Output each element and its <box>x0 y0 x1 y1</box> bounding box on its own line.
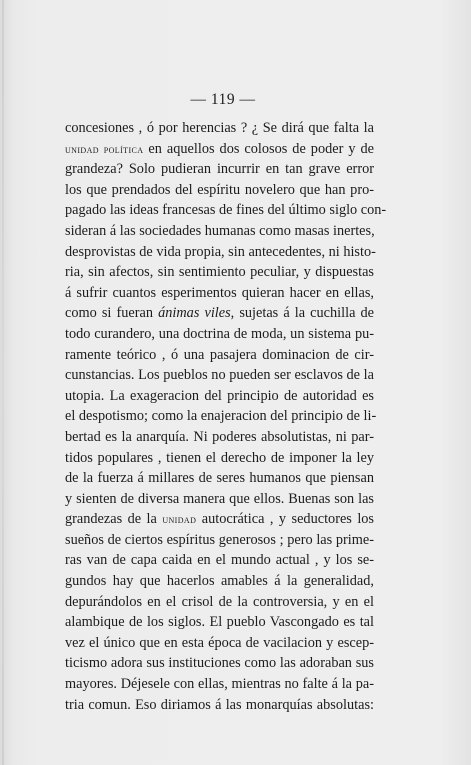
text-line <box>65 303 374 324</box>
text-segment: los que prendados del espíritu novelero que han pro- <box>65 181 374 198</box>
text-segment: ras van de capa caida en el mundo actual , y los se- <box>65 552 374 569</box>
text-segment: de la fuerza á millares de seres humanos que piensan <box>65 470 374 487</box>
text-line <box>65 633 374 654</box>
text-line <box>65 653 374 674</box>
italic-phrase: ánimas viles <box>158 305 231 322</box>
text-segment: grandeza? Solo pudieran incurrir en tan grave error <box>65 161 374 178</box>
text-line <box>65 242 374 263</box>
text-line <box>65 695 374 716</box>
text-segment: como si fueran <box>65 305 159 322</box>
text-line <box>65 674 374 695</box>
text-segment: desprovistas de vida propia, sin antecedentes, ni histo- <box>65 243 376 260</box>
text-segment: cunstancias. Los pueblos no pueden ser esclavos de la <box>65 367 374 384</box>
text-segment: mayores. Déjesele con ellas, mientras no falte á la pa- <box>65 676 374 693</box>
text-segment: y sienten de diversa manera que ellos. Buenas son las <box>65 490 374 507</box>
text-line <box>65 448 374 469</box>
text-line <box>65 509 374 530</box>
text-segment: concesiones , ó por herencias ? ¿ Se dirá que falta la <box>65 120 374 136</box>
text-segment: depurándolos en el crisol de la controversia, y en el <box>65 593 374 610</box>
text-segment: á sufrir cuantos esperimentos quieran hacer en ellas, <box>65 284 374 301</box>
small-caps-phrase: unidad política <box>65 141 144 156</box>
text-line <box>65 118 374 139</box>
text-line <box>65 262 374 283</box>
text-line <box>65 386 374 407</box>
body-text <box>65 118 387 715</box>
text-segment: tidos populares , tienen el derecho de imponer la ley <box>65 449 374 466</box>
text-line <box>65 427 374 448</box>
text-segment: , sujetas á la cuchilla de <box>230 305 374 322</box>
text-line <box>65 365 374 386</box>
text-segment: todo curandero, una doctrina de moda, un sistema pu- <box>65 325 374 342</box>
text-segment: alambique de los siglos. El pueblo Vascongado es tal <box>65 614 374 631</box>
text-line <box>65 571 374 592</box>
text-line <box>65 159 374 180</box>
text-segment: sideran á las sociedades humanas como masas inertes, <box>65 222 375 239</box>
text-segment: grandezas de la <box>65 511 163 528</box>
page-gutter <box>2 0 4 765</box>
text-line <box>65 139 374 160</box>
text-line <box>65 324 374 345</box>
text-segment: el despotismo; como la enajeracion del principio de li- <box>65 408 377 425</box>
text-segment: pagado las ideas francesas de fines del último siglo con- <box>65 202 387 219</box>
text-segment: sueños de ciertos espíritus generosos ; pero las prime- <box>65 531 374 548</box>
small-caps-phrase: unidad <box>162 512 197 527</box>
text-segment: utopia. La exageracion del principio de autoridad es <box>65 387 374 404</box>
text-segment: autocrática , y seductores los <box>196 511 374 528</box>
page-number: — 119 — <box>190 91 256 108</box>
text-line <box>65 468 374 489</box>
text-segment: ria, sin afectos, sin sentimiento peculiar, y dispuestas <box>65 264 374 281</box>
text-segment: ramente teórico , ó una pasajera dominacion de cir- <box>65 346 374 363</box>
text-line <box>65 592 374 613</box>
text-segment: en aquellos dos colosos de poder y de <box>143 140 374 157</box>
text-line <box>65 180 374 201</box>
text-segment: gundos hay que hacerlos amables á la generalidad, <box>65 573 374 590</box>
text-line <box>65 406 377 427</box>
text-segment: vez el único que en esta época de vacilacion y escep- <box>65 634 374 651</box>
text-segment: ticismo adora sus instituciones como las adoraban sus <box>65 655 374 672</box>
text-line <box>65 283 374 304</box>
text-line <box>65 221 374 242</box>
text-line <box>65 489 374 510</box>
text-line <box>65 612 374 633</box>
text-segment: tria comun. Eso diriamos á las monarquías absolutas: <box>65 696 374 713</box>
text-line <box>65 345 374 366</box>
text-line <box>65 550 374 571</box>
text-line <box>65 200 387 221</box>
text-line <box>65 530 374 551</box>
text-segment: bertad es la anarquía. Ni poderes absolutistas, ni par- <box>65 428 374 445</box>
